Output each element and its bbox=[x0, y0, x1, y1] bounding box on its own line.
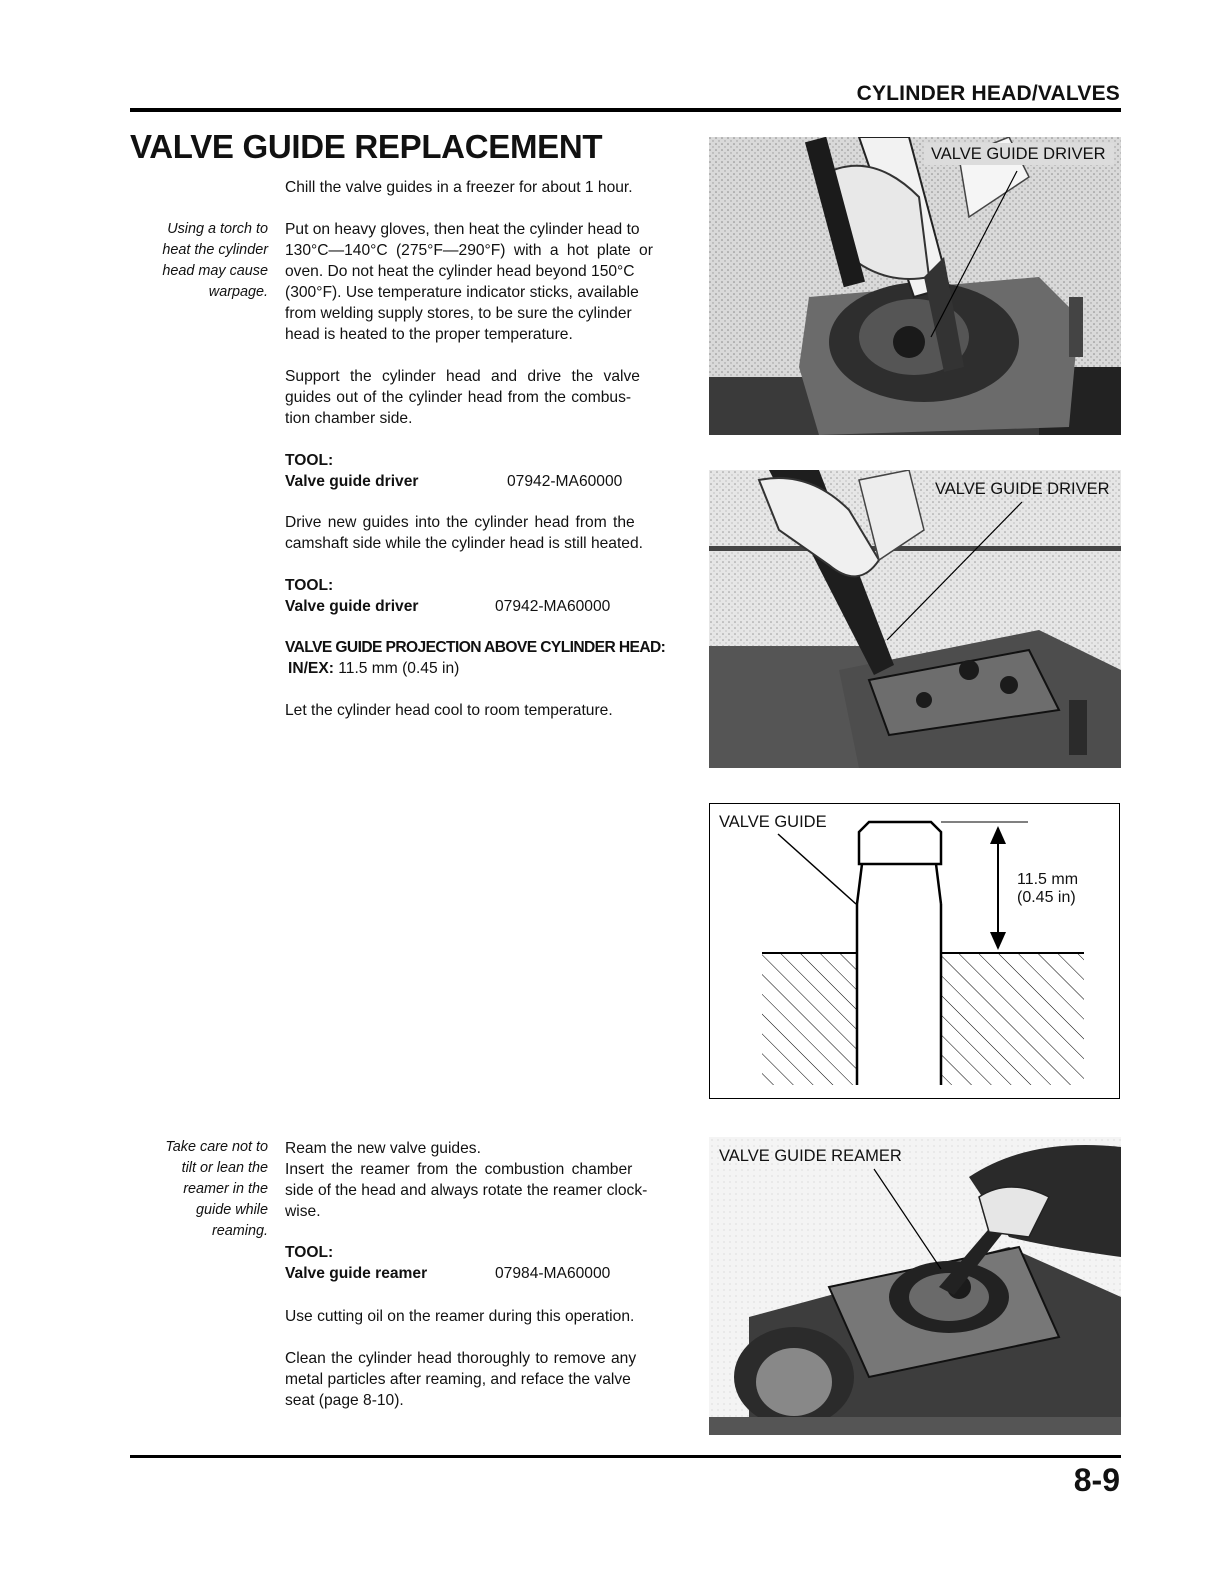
spec-label: IN/EX: bbox=[288, 660, 334, 677]
text-line: Clean the cylinder head thoroughly to remove any bbox=[285, 1350, 637, 1367]
leader-line-4 bbox=[709, 1137, 1121, 1435]
step-drive bbox=[285, 512, 694, 554]
side-note-torch-warning bbox=[130, 219, 268, 303]
text-line: seat (page 8-10). bbox=[285, 1392, 404, 1409]
text-line: oven. Do not heat the cylinder head beyond 150°C bbox=[285, 263, 635, 280]
side-note-line: head may cause bbox=[162, 263, 268, 279]
tool-name: Valve guide reamer bbox=[285, 1265, 428, 1282]
tool-name: Valve guide driver bbox=[285, 598, 419, 615]
diagram-drawing bbox=[710, 804, 1118, 1097]
text-line: side of the head and always rotate the reamer clock- bbox=[285, 1182, 648, 1199]
text-line: Support the cylinder head and drive the valve bbox=[285, 368, 640, 385]
side-note-line: tilt or lean the bbox=[181, 1160, 268, 1176]
step-support bbox=[285, 366, 694, 429]
top-rule bbox=[130, 108, 1121, 112]
text-line: tion chamber side. bbox=[285, 410, 413, 427]
text-line: Ream the new valve guides. bbox=[285, 1140, 481, 1157]
diagram-valve-guide-projection bbox=[709, 803, 1120, 1099]
text-line: Drive new guides into the cylinder head from the bbox=[285, 514, 635, 531]
side-note-reamer-warning bbox=[130, 1137, 268, 1242]
side-note-line: Using a torch to bbox=[167, 221, 268, 237]
section-header: CYLINDER HEAD/VALVES bbox=[856, 82, 1120, 105]
tool-name: Valve guide driver bbox=[285, 473, 419, 490]
text-line: Put on heavy gloves, then heat the cylinder head to bbox=[285, 221, 640, 238]
tool-block-2 bbox=[285, 575, 694, 617]
dimension-in: (0.45 in) bbox=[1017, 889, 1076, 906]
side-note-line: reamer in the bbox=[183, 1181, 268, 1197]
figure-label-valve-guide: VALVE GUIDE bbox=[719, 813, 827, 831]
text-line: from welding supply stores, to be sure the cylinder bbox=[285, 305, 632, 322]
side-note-line: reaming. bbox=[212, 1223, 268, 1239]
page-title: VALVE GUIDE REPLACEMENT bbox=[130, 128, 603, 165]
side-note-line: warpage. bbox=[208, 284, 268, 300]
step-ream bbox=[285, 1138, 694, 1222]
bottom-rule bbox=[130, 1455, 1121, 1458]
tool-heading: TOOL: bbox=[285, 577, 334, 594]
figure-label-valve-guide-driver-1: VALVE GUIDE DRIVER bbox=[931, 145, 1106, 163]
text-line: 130°C—140°C (275°F—290°F) with a hot plate or bbox=[285, 242, 653, 259]
text-line: head is heated to the proper temperature. bbox=[285, 326, 573, 343]
figure-label-valve-guide-reamer: VALVE GUIDE REAMER bbox=[719, 1147, 902, 1165]
spec-heading: VALVE GUIDE PROJECTION ABOVE CYLINDER HEAD: bbox=[285, 639, 666, 656]
side-note-line: heat the cylinder bbox=[162, 242, 268, 258]
text-line: guides out of the cylinder head from the combus- bbox=[285, 389, 632, 406]
dimension-mm: 11.5 mm bbox=[1017, 871, 1079, 888]
leader-line-1 bbox=[709, 137, 1121, 435]
text-line: Insert the reamer from the combustion chamber bbox=[285, 1161, 633, 1178]
text-line: (300°F). Use temperature indicator sticks, available bbox=[285, 284, 639, 301]
tool-heading: TOOL: bbox=[285, 1244, 334, 1261]
text-line: camshaft side while the cylinder head is still heated. bbox=[285, 535, 643, 552]
step-clean bbox=[285, 1348, 694, 1411]
spec-block bbox=[285, 637, 705, 679]
text-line: metal particles after reaming, and reface the valve bbox=[285, 1371, 631, 1388]
page-number: 8-9 bbox=[1073, 1462, 1120, 1498]
spec-value: 11.5 mm (0.45 in) bbox=[338, 660, 460, 677]
leader-line-2 bbox=[709, 470, 1121, 768]
side-note-line: guide while bbox=[195, 1202, 268, 1218]
side-note-line: Take care not to bbox=[165, 1139, 268, 1155]
step-oil: Use cutting oil on the reamer during this operation. bbox=[285, 1308, 635, 1325]
step-chill: Chill the valve guides in a freezer for about 1 hour. bbox=[285, 179, 633, 196]
tool-number: 07942-MA60000 bbox=[507, 473, 623, 490]
tool-number: 07984-MA60000 bbox=[495, 1265, 611, 1282]
tool-block-1 bbox=[285, 450, 694, 492]
tool-number: 07942-MA60000 bbox=[495, 598, 611, 615]
step-heat bbox=[285, 219, 694, 345]
tool-block-3 bbox=[285, 1242, 694, 1284]
tool-heading: TOOL: bbox=[285, 452, 334, 469]
dimension-label bbox=[1017, 871, 1078, 907]
text-line: wise. bbox=[285, 1203, 321, 1220]
figure-label-valve-guide-driver-2: VALVE GUIDE DRIVER bbox=[935, 480, 1110, 498]
step-cool: Let the cylinder head cool to room temperature. bbox=[285, 702, 613, 719]
